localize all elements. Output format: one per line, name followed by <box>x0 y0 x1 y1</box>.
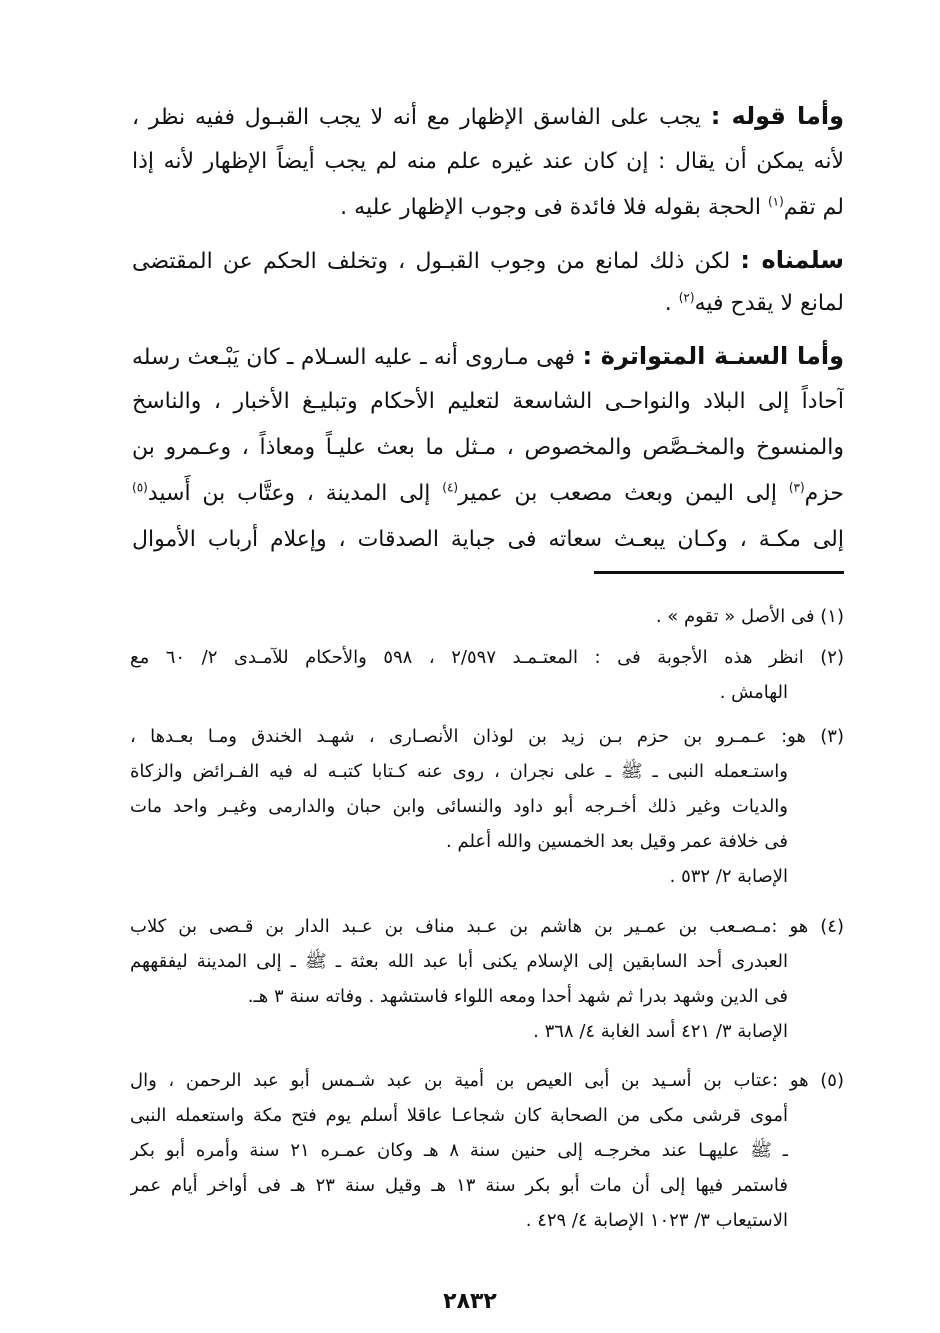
footnote-1: (١) فى الأصل « تقوم » . <box>655 606 844 627</box>
body-line: إلى مكـة ، وكـان يبعـث سعاته فى جباية الصدقات ، وإعلام أرباب الأموال <box>132 527 844 552</box>
footnote-ref: (١) <box>767 194 784 209</box>
body-line: والمنسوخ والمخـصَّص والمخصوص ، مـثل ما بعث عليـاً ومعاذاً ، وعـمرو بن <box>132 435 844 460</box>
body-text: لم تقم <box>783 195 844 220</box>
body-text: فهى مـاروى أنه ـ عليه السـلام ـ كان يَبْـعث رسله <box>132 345 576 370</box>
body-text: . <box>664 291 672 316</box>
footnote-5-line: الاستيعاب ٣/ ١٠٢٣ الإصابة ٤/ ٤٢٩ . <box>525 1210 788 1231</box>
footnote-5-line: (٥) هو :عتاب بن أسـيد بن أبى العيص بن أمية بن عبد شـمس أبو عبد الرحمن ، وال <box>130 1070 844 1091</box>
body-text: لمانع لا يقدح فيه <box>694 291 844 316</box>
body-line <box>132 97 844 135</box>
footnote-5-line: فاستمر فيها إلى أن مات أبو بكر سنة ١٣ هـ وقيل سنة ٢٣ هـ فى أواخر أيام عمر <box>130 1175 788 1196</box>
body-text: لكن ذلك لمانع من وجوب القبـول ، وتخلف الحكم عن المقتضى <box>132 249 731 274</box>
paragraph-lead: وأما قوله : <box>710 102 844 130</box>
footnote-5-line: ـ ﷺ عليهـا عند مخرجـه إلى حنين سنة ٨ هـ وكان عمـره ٢١ سنة وأمره أبو بكر <box>130 1140 788 1161</box>
body-text: إلى المدينة ، وعتَّاب بن أَسيد <box>147 481 431 506</box>
footnote-ref: (٢) <box>678 290 695 305</box>
body-line <box>132 475 844 513</box>
body-text: الحجة بقوله فلا فائدة فى وجوب الإظهار عليه . <box>340 195 761 220</box>
footnote-4-line: الإصابة ٣/ ٤٢١ أسد الغابة ٤/ ٣٦٨ . <box>533 1021 788 1042</box>
page-number: ٢٨٣٢ <box>443 1289 497 1314</box>
body-text: حزم <box>804 481 844 506</box>
body-line <box>132 285 844 323</box>
footnote-ref: (٥) <box>132 480 148 495</box>
footnote-ref: (٣) <box>788 480 805 495</box>
paragraph-lead: وأما السنـة المتواترة : <box>582 342 844 370</box>
footnote-2-line: (٢) انظر هذه الأجوبة فى : المعتـمـد ٢/٥٩٧ ، ٥٩٨ والأحكام للآمـدى ٢/ ٦٠ مع <box>130 647 844 668</box>
footnote-4-line: (٤) هو :مـصـعب بن عمـير بن هاشم بن عـبد مناف بن عـبد الدار بن قـصى بن كلاب <box>130 916 844 937</box>
body-text: يجب على الفاسق الإظهار مع أنه لا يجب القبـول ففيه نظر ، <box>132 105 702 130</box>
paragraph-lead: سلمناه : <box>740 246 844 274</box>
body-text: إلى اليمن وبعث مصعب بن عمير <box>458 481 777 506</box>
body-line <box>132 241 844 279</box>
footnote-4-line: العبدرى أحد السابقين إلى الإسلام يكنى أبا عبد الله بعثة ـ ﷺ ـ إلى المدينة ليفقههم <box>130 951 788 972</box>
footnote-3-line: واستـعمله النبى ـ ﷺ ـ على نجران ، روى عنه كـتابا كتبـه له فيه الفـرائض والزكاة <box>130 761 788 782</box>
body-line <box>132 337 844 375</box>
body-line <box>132 189 844 227</box>
footnote-3-line: والديات وغير ذلك أخـرجه أبو داود والنسائى وابن حبان والدارمى وغيـر واحد مات <box>130 796 788 817</box>
footnote-3-line: فى خلافة عمر وقيل بعد الخمسين والله أعلم . <box>446 831 788 852</box>
body-line: آحاداً إلى البلاد والنواحـى الشاسعة لتعليم الأحكام وتبليـغ الأخبار ، والناسخ <box>132 389 844 414</box>
footnote-4-line: فى الدين وشهد بدرا ثم شهد أحدا ومعه اللواء فاستشهد . وفاته سنة ٣ هـ. <box>247 986 788 1007</box>
footnote-3-line: الإصابة ٢/ ٥٣٢ . <box>669 866 788 887</box>
footnote-separator <box>594 571 844 574</box>
footnote-ref: (٤) <box>442 480 459 495</box>
footnote-5-line: أموى قرشى مكى من الصحابة كان شجاعـا عاقلا أسلم يوم فتح مكة واستعمله النبى <box>130 1105 788 1126</box>
body-line: لأنه يمكن أن يقال : إن كان عند غيره علم منه لم يجب أيضاً الإظهار لأنه إذا <box>132 149 844 174</box>
footnote-3-line: (٣) هو: عـمـرو بن حزم بـن زيد بن لوذان الأنصـارى ، شهـد الخندق ومـا بعـدها ، <box>130 726 844 747</box>
footnote-2-line: الهامش . <box>719 682 788 703</box>
